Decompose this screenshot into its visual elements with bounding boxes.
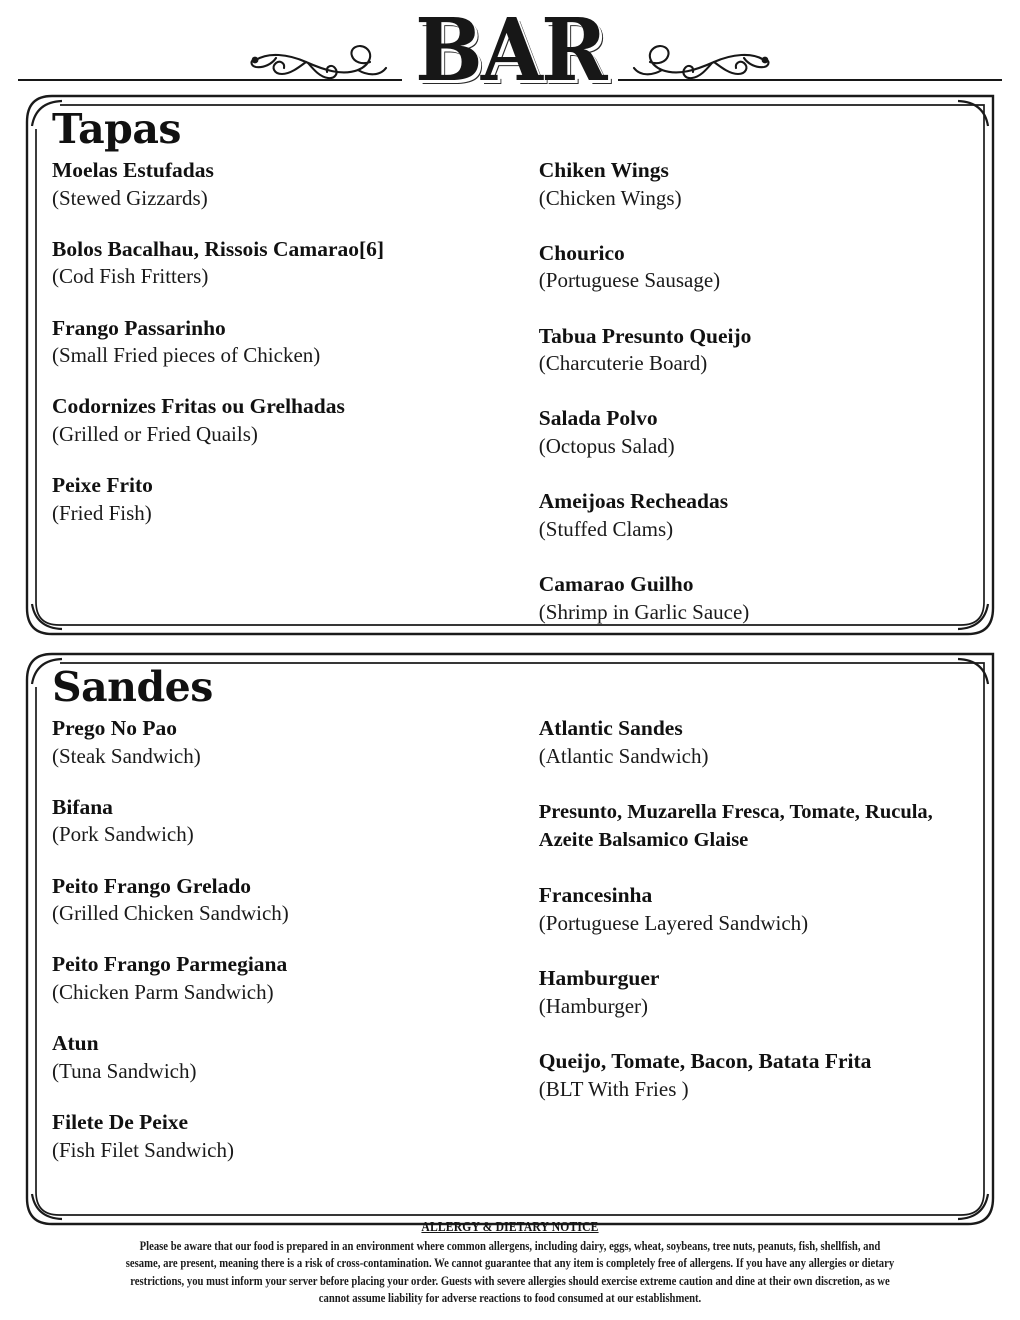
header-rule-left bbox=[18, 79, 402, 81]
item-description: (Cod Fish Fritters) bbox=[52, 264, 209, 289]
menu-item[interactable] bbox=[52, 1109, 527, 1164]
item-name: Peixe Frito bbox=[52, 473, 153, 498]
item-name: Bifana bbox=[52, 794, 113, 819]
item-name: Ameijoas Recheadas bbox=[538, 489, 729, 514]
menu-item[interactable] bbox=[52, 236, 527, 291]
item-description: (Tuna Sandwich) bbox=[52, 1058, 197, 1083]
menu-item[interactable] bbox=[52, 794, 527, 849]
item-description: (Atlantic Sandwich) bbox=[538, 743, 709, 768]
allergy-notice-heading: ALLERGY & DIETARY NOTICE bbox=[421, 1218, 599, 1234]
item-name: Peito Frango Grelado bbox=[52, 873, 252, 898]
menu-section-tapas bbox=[22, 92, 998, 638]
item-description: (BLT With Fries ) bbox=[538, 1076, 689, 1101]
flourish-ornament-right bbox=[624, 34, 774, 92]
menu-item[interactable] bbox=[52, 472, 527, 527]
menu-item[interactable] bbox=[539, 571, 972, 626]
sandes-left-column bbox=[52, 715, 539, 1164]
item-name: Queijo, Tomate, Bacon, Batata Frita bbox=[538, 1049, 872, 1074]
item-name: Tabua Presunto Queijo bbox=[538, 323, 752, 348]
page-title: BAR bbox=[414, 0, 606, 101]
flourish-ornament-left-wrap bbox=[18, 20, 402, 92]
item-description: (Chicken Parm Sandwich) bbox=[52, 980, 274, 1004]
menu-item[interactable] bbox=[539, 1048, 972, 1103]
item-description: (Charcuterie Board) bbox=[538, 351, 708, 376]
item-description: (Stewed Gizzards) bbox=[52, 185, 208, 210]
menu-item[interactable] bbox=[539, 965, 972, 1020]
item-name: Salada Polvo bbox=[538, 406, 658, 431]
item-name: Peito Frango Parmegiana bbox=[52, 952, 288, 977]
menu-item[interactable] bbox=[539, 157, 972, 212]
item-name: Bolos Bacalhau, Rissois Camarao[6] bbox=[52, 236, 385, 261]
menu-item[interactable] bbox=[539, 715, 972, 770]
allergy-notice-body: Please be aware that our food is prepared in an environment where common allergens, including dairy, eggs, wheat, soybeans, tree nuts, peanuts, fish, shellfish, and sesame, are present, meaning there is a risk of cross-contamination. We cannot guarantee that any item is completely free of allergens. If you have any allergies or dietary restrictions, you must inform your server before placing your order. Guests with severe allergies should exercise extreme caution and dine at their own discretion, as we cannot assume liability for adverse reactions to food consumed at our establishment. bbox=[125, 1238, 895, 1306]
item-description: (Octopus Salad) bbox=[538, 434, 675, 458]
menu-item[interactable] bbox=[52, 157, 527, 212]
sandes-right-column bbox=[539, 715, 972, 1131]
item-description: (Steak Sandwich) bbox=[52, 743, 201, 768]
menu-item[interactable] bbox=[52, 1030, 527, 1085]
item-description: (Portuguese Layered Sandwich) bbox=[538, 910, 809, 935]
item-name: Moelas Estufadas bbox=[52, 158, 214, 183]
flourish-ornament-right-wrap bbox=[618, 20, 1002, 92]
flourish-ornament-left bbox=[246, 34, 396, 92]
menu-item[interactable] bbox=[539, 323, 972, 378]
menu-item[interactable] bbox=[539, 882, 972, 937]
item-name: Hamburguer bbox=[538, 966, 660, 991]
menu-item[interactable] bbox=[52, 873, 527, 928]
item-description: (Stuffed Clams) bbox=[538, 516, 674, 541]
item-description: (Pork Sandwich) bbox=[52, 822, 194, 847]
allergy-dietary-notice bbox=[0, 1219, 1020, 1308]
item-description: (Fish Filet Sandwich) bbox=[52, 1137, 234, 1162]
tapas-left-column bbox=[52, 157, 539, 527]
tapas-columns bbox=[52, 157, 972, 654]
item-description: (Grilled or Fried Quails) bbox=[52, 422, 258, 446]
item-name: Atlantic Sandes bbox=[538, 716, 683, 741]
tapas-right-column bbox=[539, 157, 972, 654]
item-description: (Fried Fish) bbox=[52, 500, 152, 525]
menu-item[interactable] bbox=[52, 715, 527, 770]
item-description: (Hamburger) bbox=[538, 993, 649, 1018]
sandes-columns bbox=[52, 715, 972, 1164]
menu-item-ingredients[interactable] bbox=[539, 798, 972, 855]
section-title-sandes: Sandes bbox=[52, 663, 213, 711]
menu-section-sandes bbox=[22, 650, 998, 1228]
item-description: (Shrimp in Garlic Sauce) bbox=[538, 599, 750, 624]
item-name: Chourico bbox=[538, 240, 625, 265]
item-name: Chiken Wings bbox=[538, 158, 669, 183]
item-name: Filete De Peixe bbox=[52, 1110, 189, 1135]
item-description: (Portuguese Sausage) bbox=[538, 268, 721, 293]
item-name: Atun bbox=[52, 1031, 99, 1056]
menu-item[interactable] bbox=[539, 240, 972, 295]
item-name: Prego No Pao bbox=[52, 716, 177, 741]
header-rule-right bbox=[618, 79, 1002, 81]
item-name: Codornizes Fritas ou Grelhadas bbox=[52, 394, 345, 419]
menu-item[interactable] bbox=[52, 315, 527, 370]
section-title-tapas: Tapas bbox=[52, 105, 181, 153]
menu-masthead bbox=[0, 0, 1020, 101]
item-name: Camarao Guilho bbox=[538, 572, 694, 597]
item-name: Francesinha bbox=[538, 883, 653, 908]
menu-item[interactable] bbox=[52, 951, 527, 1006]
item-description: (Small Fried pieces of Chicken) bbox=[52, 343, 321, 368]
item-description: (Chicken Wings) bbox=[538, 185, 682, 210]
item-name: Frango Passarinho bbox=[52, 315, 226, 340]
menu-item[interactable] bbox=[539, 488, 972, 543]
item-description: (Grilled Chicken Sandwich) bbox=[52, 901, 289, 926]
menu-item[interactable] bbox=[52, 393, 527, 448]
menu-item[interactable] bbox=[539, 405, 972, 460]
item-ingredients: Presunto, Muzarella Fresca, Tomate, Rucula, Azeite Balsamico Glaise bbox=[538, 800, 933, 852]
